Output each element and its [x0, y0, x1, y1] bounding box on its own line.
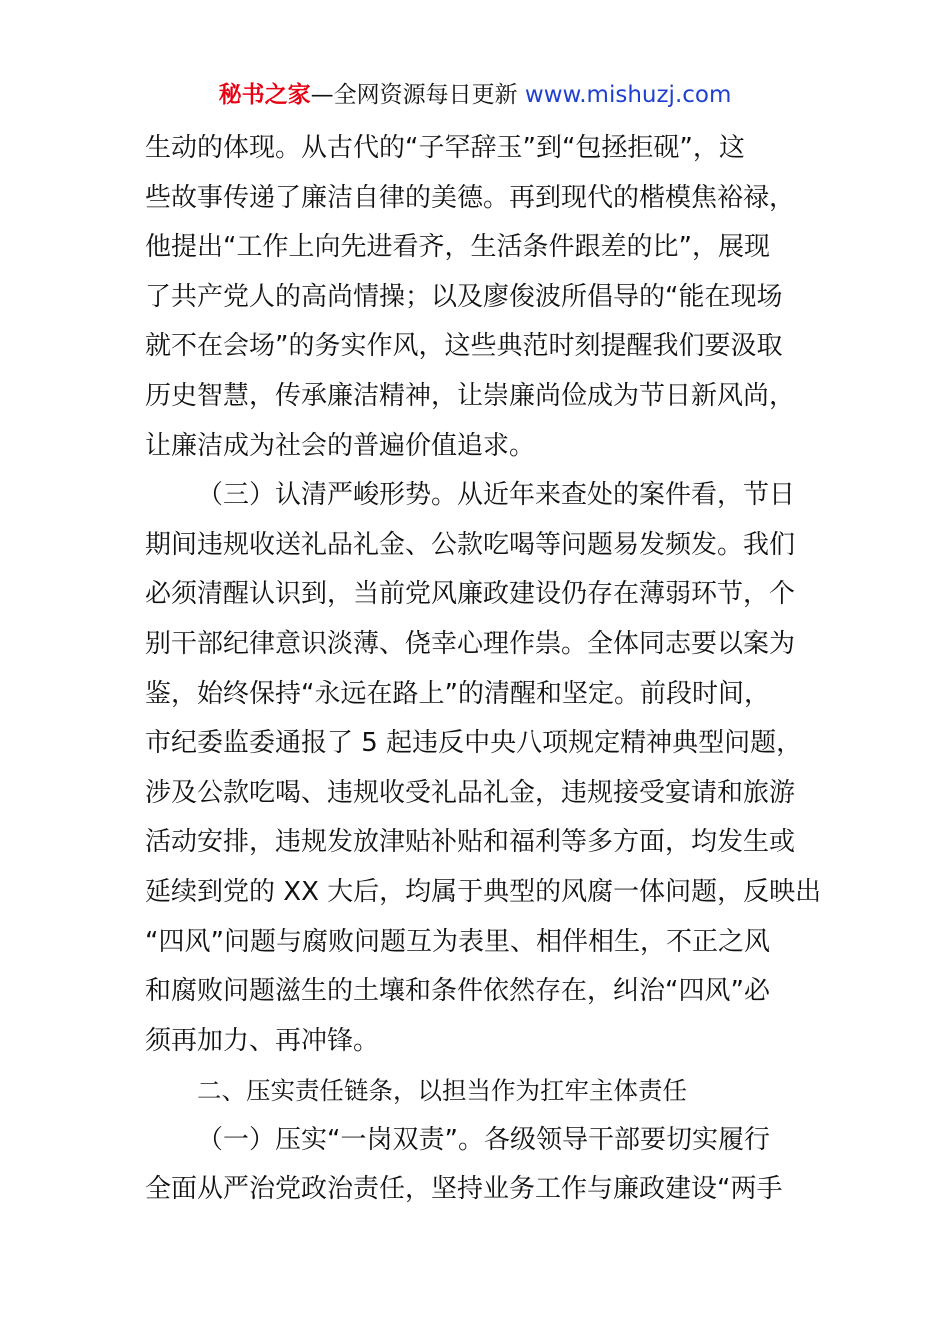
text-line: 活动安排，违规发放津贴补贴和福利等多方面，均发生或	[145, 827, 796, 858]
document-body	[145, 124, 822, 1215]
text-line: 市纪委监委通报了 5 起违反中央八项规定精神典型问题，	[145, 728, 803, 759]
text-line: 和腐败问题滋生的土壤和条件依然存在，纠治“四风”必	[145, 976, 770, 1007]
text-line: 让廉洁成为社会的普遍价值追求。	[145, 430, 536, 461]
text-line: 些故事传递了廉洁自律的美德。再到现代的楷模焦裕禄，	[145, 182, 796, 213]
text-line: 须再加力、再冲锋。	[145, 1025, 380, 1056]
paragraph-start-line: （一）压实“一岗双责”。各级领导干部要切实履行	[197, 1124, 770, 1155]
text-line: “四风”问题与腐败问题互为表里、相伴相生，不正之风	[145, 926, 770, 957]
site-url[interactable]: www.mishuzj.com	[524, 82, 732, 108]
text-line: 别干部纪律意识淡薄、侥幸心理作祟。全体同志要以案为	[145, 628, 796, 659]
text-line: 鉴，始终保持“永远在路上”的清醒和坚定。前段时间，	[145, 678, 770, 709]
text-line: 了共产党人的高尚情操；以及廖俊波所倡导的“能在现场	[145, 281, 783, 312]
text-line: 必须清醒认识到，当前党风廉政建设仍存在薄弱环节，个	[145, 579, 796, 610]
text-line: 期间违规收送礼品礼金、公款吃喝等问题易发频发。我们	[145, 529, 796, 560]
text-line: 就不在会场”的务实作风，这些典范时刻提醒我们要汲取	[145, 331, 783, 362]
site-header	[0, 80, 950, 110]
text-line: 全面从严治党政治责任，坚持业务工作与廉政建设“两手	[145, 1174, 783, 1205]
paragraph-start-line: （三）认清严峻形势。从近年来查处的案件看，节日	[197, 480, 796, 511]
text-line: 历史智慧，传承廉洁精神，让崇廉尚俭成为节日新风尚，	[145, 380, 796, 411]
brand-name: 秘书之家	[218, 82, 311, 108]
text-line: 涉及公款吃喝、违规收受礼品礼金，违规接受宴请和旅游	[145, 777, 796, 808]
text-line: 他提出“工作上向先进看齐，生活条件跟差的比”，展现	[145, 232, 770, 263]
text-line: 延续到党的 XX 大后，均属于典型的风腐一体问题，反映出	[145, 876, 822, 907]
section-heading: 二、压实责任链条，以担当作为扛牢主体责任	[197, 1076, 687, 1106]
header-slogan: —全网资源每日更新	[310, 82, 518, 108]
text-line: 生动的体现。从古代的“子罕辞玉”到“包拯拒砚”，这	[145, 133, 745, 163]
